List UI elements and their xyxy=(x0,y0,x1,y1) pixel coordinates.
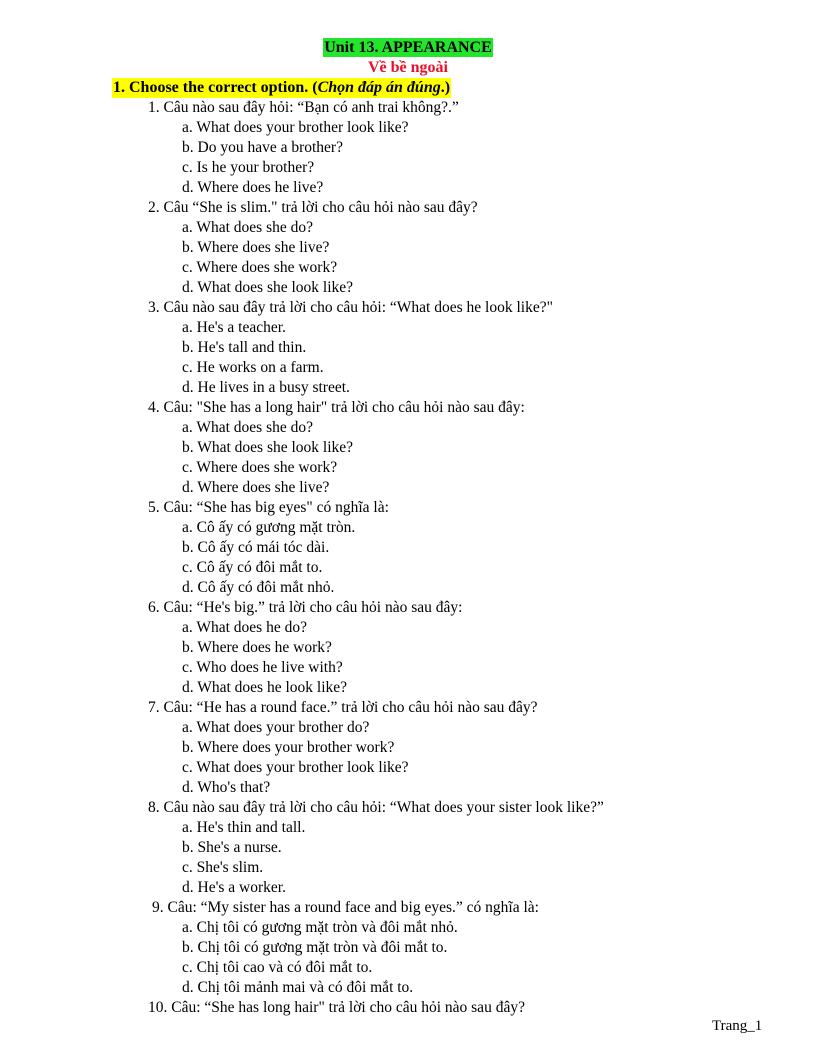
question-6 xyxy=(0,598,816,698)
title-row xyxy=(0,38,816,57)
question-1 xyxy=(0,98,816,198)
answer-option: a. Chị tôi có gương mặt tròn và đôi mắt nhỏ. xyxy=(182,919,458,936)
answer-option: b. Cô ấy có mái tóc dài. xyxy=(182,539,330,556)
question-text: 5. Câu: “She has big eyes" có nghĩa là: xyxy=(148,499,389,516)
question-text: 6. Câu: “He's big.” trả lời cho câu hỏi nào sau đây: xyxy=(148,599,463,616)
answer-option: d. Who's that? xyxy=(182,779,271,796)
question-text: 3. Câu nào sau đây trả lời cho câu hỏi: “What does he look like?" xyxy=(148,299,553,316)
answer-option: a. What does she do? xyxy=(182,219,313,236)
answer-option: c. What does your brother look like? xyxy=(182,759,409,776)
answer-option: b. She's a nurse. xyxy=(182,839,282,856)
answer-option: a. He's thin and tall. xyxy=(182,819,306,836)
question-4 xyxy=(0,398,816,498)
question-text: 7. Câu: “He has a round face.” trả lời cho câu hỏi nào sau đây? xyxy=(148,699,538,716)
unit-subtitle: Về bề ngoài xyxy=(368,59,448,76)
answer-option: a. What does your brother do? xyxy=(182,719,370,736)
question-text: 4. Câu: "She has a long hair" trả lời cho câu hỏi nào sau đây: xyxy=(148,399,525,416)
answer-option: d. Chị tôi mảnh mai và có đôi mắt to. xyxy=(182,979,414,996)
question-text: 9. Câu: “My sister has a round face and big eyes.” có nghĩa là: xyxy=(152,899,539,916)
answer-option: b. What does she look like? xyxy=(182,439,354,456)
answer-option: d. Where does he live? xyxy=(182,179,324,196)
answer-option: c. Who does he live with? xyxy=(182,659,343,676)
answer-option: d. Where does she live? xyxy=(182,479,330,496)
question-5 xyxy=(0,498,816,598)
question-8 xyxy=(0,798,816,898)
unit-title: Unit 13. APPEARANCE xyxy=(324,39,492,56)
answer-option: a. What does he do? xyxy=(182,619,307,636)
answer-option: d. Cô ấy có đôi mắt nhỏ. xyxy=(182,579,335,596)
answer-option: a. What does she do? xyxy=(182,419,313,436)
answer-option: b. Where does your brother work? xyxy=(182,739,395,756)
answer-option: c. Chị tôi cao và có đôi mắt to. xyxy=(182,959,373,976)
section-label-italic: Chọn đáp án đúng xyxy=(317,79,441,96)
answer-option: c. Is he your brother? xyxy=(182,159,315,176)
question-text: 8. Câu nào sau đây trả lời cho câu hỏi: “What does your sister look like?” xyxy=(148,799,604,816)
answer-option: c. Where does she work? xyxy=(182,259,338,276)
answer-option: c. She's slim. xyxy=(182,859,264,876)
question-7 xyxy=(0,698,816,798)
question-text: 2. Câu “She is slim." trả lời cho câu hỏi nào sau đây? xyxy=(148,199,478,216)
question-2 xyxy=(0,198,816,298)
question-3 xyxy=(0,298,816,398)
answer-option: c. Where does she work? xyxy=(182,459,338,476)
answer-option: b. Where does he work? xyxy=(182,639,332,656)
answer-option: c. Cô ấy có đôi mắt to. xyxy=(182,559,323,576)
answer-option: d. He lives in a busy street. xyxy=(182,379,350,396)
answer-option: d. What does he look like? xyxy=(182,679,348,696)
answer-option: d. He's a worker. xyxy=(182,879,286,896)
section-label-end: .) xyxy=(440,79,451,96)
question-text: 10. Câu: “She has long hair" trả lời cho câu hỏi nào sau đây? xyxy=(148,999,525,1016)
answer-option: b. Where does she live? xyxy=(182,239,330,256)
answer-option: b. Chị tôi có gương mặt tròn và đôi mắt to. xyxy=(182,939,448,956)
answer-option: a. Cô ấy có gương mặt tròn. xyxy=(182,519,356,536)
question-9 xyxy=(0,898,816,998)
answer-option: a. He's a teacher. xyxy=(182,319,286,336)
answer-option: c. He works on a farm. xyxy=(182,359,324,376)
answer-option: b. He's tall and thin. xyxy=(182,339,307,356)
question-text: 1. Câu nào sau đây hỏi: “Bạn có anh trai không?.” xyxy=(148,99,459,116)
answer-option: b. Do you have a brother? xyxy=(182,139,343,156)
section-label: 1. Choose the correct option. ( xyxy=(113,79,318,96)
answer-option: d. What does she look like? xyxy=(182,279,354,296)
question-list xyxy=(0,98,816,1018)
answer-option: a. What does your brother look like? xyxy=(182,119,409,136)
section-heading xyxy=(112,78,451,98)
page-number: Trang_1 xyxy=(712,1018,763,1034)
question-10 xyxy=(0,998,816,1018)
